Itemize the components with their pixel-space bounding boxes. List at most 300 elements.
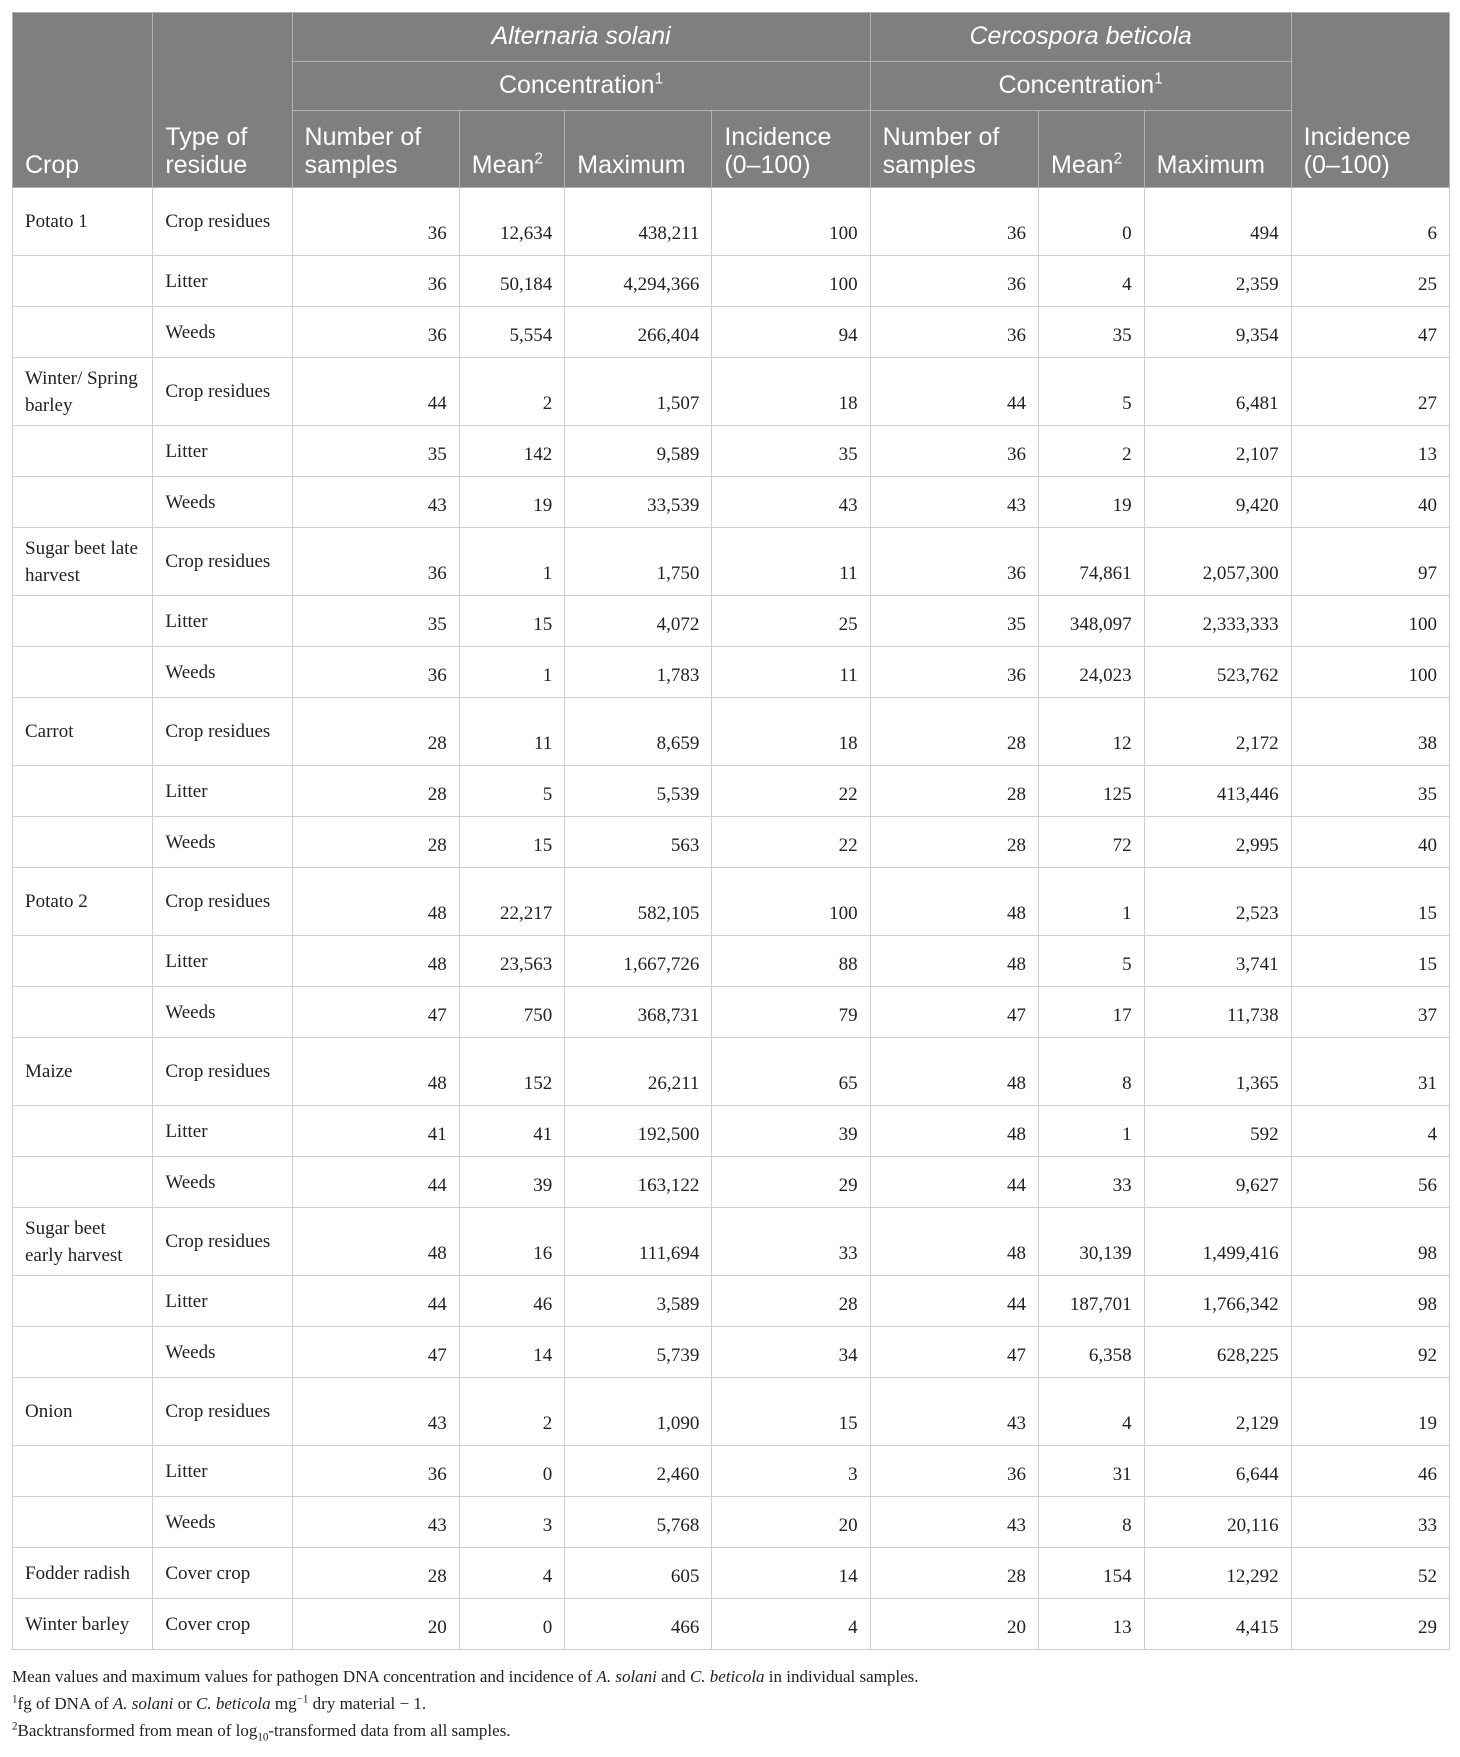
a-mean-cell: 5 — [459, 766, 565, 817]
header-concentration-a — [292, 62, 870, 111]
header-mean-b — [1039, 111, 1145, 188]
table-row — [13, 647, 1450, 698]
crop-cell — [13, 1327, 153, 1378]
footnote-text: and — [656, 1667, 690, 1686]
crop-cell — [13, 1157, 153, 1208]
b-mean-cell: 13 — [1039, 1599, 1145, 1650]
a-incidence-cell: 25 — [712, 596, 870, 647]
a-incidence-cell: 33 — [712, 1208, 870, 1276]
b-mean-cell: 72 — [1039, 817, 1145, 868]
a-incidence-cell: 11 — [712, 647, 870, 698]
footnote-text: fg of DNA of — [17, 1694, 113, 1713]
footnote-caption — [12, 1663, 1450, 1690]
a-samples-cell: 48 — [292, 1038, 459, 1106]
residue-cell: Litter — [153, 426, 292, 477]
b-mean-cell: 8 — [1039, 1497, 1145, 1548]
b-samples-cell: 36 — [870, 647, 1038, 698]
a-mean-cell: 142 — [459, 426, 565, 477]
a-maximum-cell: 5,539 — [565, 766, 712, 817]
a-incidence-cell: 18 — [712, 358, 870, 426]
b-mean-cell: 1 — [1039, 1106, 1145, 1157]
b-samples-cell: 35 — [870, 596, 1038, 647]
residue-cell: Weeds — [153, 1497, 292, 1548]
residue-cell: Cover crop — [153, 1548, 292, 1599]
table-row — [13, 1038, 1450, 1106]
b-maximum-cell: 2,057,300 — [1144, 528, 1291, 596]
a-samples-cell: 47 — [292, 987, 459, 1038]
footnote-marker: 2 — [12, 1720, 18, 1733]
a-maximum-cell: 582,105 — [565, 868, 712, 936]
crop-cell — [13, 307, 153, 358]
a-mean-cell: 1 — [459, 528, 565, 596]
crop-cell — [13, 1497, 153, 1548]
a-mean-cell: 39 — [459, 1157, 565, 1208]
b-incidence-cell: 40 — [1291, 477, 1449, 528]
a-maximum-cell: 5,739 — [565, 1327, 712, 1378]
a-maximum-cell: 1,750 — [565, 528, 712, 596]
residue-cell: Weeds — [153, 817, 292, 868]
a-samples-cell: 48 — [292, 868, 459, 936]
a-samples-cell: 36 — [292, 307, 459, 358]
a-maximum-cell: 192,500 — [565, 1106, 712, 1157]
b-mean-cell: 31 — [1039, 1446, 1145, 1497]
crop-cell — [13, 647, 153, 698]
crop-cell: Fodder radish — [13, 1548, 153, 1599]
residue-cell: Litter — [153, 766, 292, 817]
crop-cell: Maize — [13, 1038, 153, 1106]
a-maximum-cell: 9,589 — [565, 426, 712, 477]
crop-cell — [13, 1106, 153, 1157]
table-row — [13, 1497, 1450, 1548]
table-row — [13, 1106, 1450, 1157]
b-incidence-cell: 29 — [1291, 1599, 1449, 1650]
crop-cell — [13, 477, 153, 528]
b-samples-cell: 28 — [870, 766, 1038, 817]
a-incidence-cell: 3 — [712, 1446, 870, 1497]
b-samples-cell: 36 — [870, 426, 1038, 477]
a-maximum-cell: 1,667,726 — [565, 936, 712, 987]
a-samples-cell: 36 — [292, 1446, 459, 1497]
footnote-marker: 2 — [534, 150, 543, 168]
a-samples-cell: 35 — [292, 426, 459, 477]
a-samples-cell: 20 — [292, 1599, 459, 1650]
header-mean-a — [459, 111, 565, 188]
b-mean-cell: 5 — [1039, 936, 1145, 987]
a-mean-cell: 12,634 — [459, 188, 565, 256]
residue-cell: Litter — [153, 596, 292, 647]
table-row — [13, 766, 1450, 817]
b-mean-cell: 0 — [1039, 188, 1145, 256]
b-mean-cell: 348,097 — [1039, 596, 1145, 647]
b-maximum-cell: 2,359 — [1144, 256, 1291, 307]
b-maximum-cell: 413,446 — [1144, 766, 1291, 817]
a-samples-cell: 28 — [292, 766, 459, 817]
residue-cell: Crop residues — [153, 698, 292, 766]
residue-cell: Weeds — [153, 307, 292, 358]
b-incidence-cell: 15 — [1291, 868, 1449, 936]
a-mean-cell: 15 — [459, 817, 565, 868]
b-incidence-cell: 4 — [1291, 1106, 1449, 1157]
b-samples-cell: 28 — [870, 698, 1038, 766]
a-maximum-cell: 163,122 — [565, 1157, 712, 1208]
a-samples-cell: 28 — [292, 817, 459, 868]
residue-cell: Crop residues — [153, 868, 292, 936]
crop-cell: Carrot — [13, 698, 153, 766]
footnote-text: dry material − 1. — [308, 1694, 427, 1713]
crop-cell — [13, 987, 153, 1038]
table-row — [13, 1276, 1450, 1327]
table-row — [13, 987, 1450, 1038]
table-row — [13, 188, 1450, 256]
residue-cell: Litter — [153, 1276, 292, 1327]
crop-cell: Onion — [13, 1378, 153, 1446]
b-maximum-cell: 20,116 — [1144, 1497, 1291, 1548]
table-header — [13, 13, 1450, 188]
a-maximum-cell: 2,460 — [565, 1446, 712, 1497]
header-species-a: Alternaria solani — [292, 13, 870, 62]
a-incidence-cell: 11 — [712, 528, 870, 596]
a-mean-cell: 0 — [459, 1446, 565, 1497]
b-maximum-cell: 4,415 — [1144, 1599, 1291, 1650]
a-mean-cell: 41 — [459, 1106, 565, 1157]
a-maximum-cell: 438,211 — [565, 188, 712, 256]
b-mean-cell: 6,358 — [1039, 1327, 1145, 1378]
b-mean-cell: 8 — [1039, 1038, 1145, 1106]
header-species-b: Cercospora beticola — [870, 13, 1291, 62]
b-samples-cell: 43 — [870, 477, 1038, 528]
table-footnotes — [12, 1663, 1450, 1744]
b-maximum-cell: 592 — [1144, 1106, 1291, 1157]
b-mean-cell: 33 — [1039, 1157, 1145, 1208]
b-maximum-cell: 2,995 — [1144, 817, 1291, 868]
a-samples-cell: 48 — [292, 936, 459, 987]
b-samples-cell: 47 — [870, 1327, 1038, 1378]
b-maximum-cell: 523,762 — [1144, 647, 1291, 698]
b-samples-cell: 20 — [870, 1599, 1038, 1650]
a-incidence-cell: 79 — [712, 987, 870, 1038]
residue-cell: Weeds — [153, 477, 292, 528]
header-concentration-b — [870, 62, 1291, 111]
b-samples-cell: 36 — [870, 188, 1038, 256]
b-maximum-cell: 3,741 — [1144, 936, 1291, 987]
b-mean-cell: 125 — [1039, 766, 1145, 817]
a-samples-cell: 44 — [292, 358, 459, 426]
a-mean-cell: 152 — [459, 1038, 565, 1106]
footnote-marker: 2 — [1113, 150, 1123, 168]
a-samples-cell: 44 — [292, 1276, 459, 1327]
residue-cell: Crop residues — [153, 1038, 292, 1106]
residue-cell: Crop residues — [153, 1208, 292, 1276]
concentration-label: Concentration — [498, 71, 655, 99]
header-number-of-samples-a: Number of samples — [292, 111, 459, 188]
b-incidence-cell: 19 — [1291, 1378, 1449, 1446]
b-maximum-cell: 2,172 — [1144, 698, 1291, 766]
footnote-text: -transformed data from all samples. — [268, 1721, 511, 1740]
mean-label: Mean — [471, 151, 535, 179]
footnote-marker: 1 — [654, 70, 664, 88]
a-incidence-cell: 100 — [712, 868, 870, 936]
footnote-text: Mean values and maximum values for pathogen DNA concentration and incidence of — [12, 1667, 597, 1686]
residue-cell: Crop residues — [153, 1378, 292, 1446]
b-samples-cell: 48 — [870, 1106, 1038, 1157]
table-row — [13, 1599, 1450, 1650]
a-maximum-cell: 4,294,366 — [565, 256, 712, 307]
b-mean-cell: 5 — [1039, 358, 1145, 426]
a-incidence-cell: 18 — [712, 698, 870, 766]
b-samples-cell: 36 — [870, 256, 1038, 307]
table-row — [13, 307, 1450, 358]
a-samples-cell: 36 — [292, 528, 459, 596]
a-maximum-cell: 1,090 — [565, 1378, 712, 1446]
crop-cell: Sugar beet early harvest — [13, 1208, 153, 1276]
table-row — [13, 1327, 1450, 1378]
a-incidence-cell: 100 — [712, 256, 870, 307]
header-number-of-samples-b: Number of samples — [870, 111, 1038, 188]
b-samples-cell: 48 — [870, 1038, 1038, 1106]
a-mean-cell: 5,554 — [459, 307, 565, 358]
footnote-text: mg — [270, 1694, 297, 1713]
b-maximum-cell: 9,627 — [1144, 1157, 1291, 1208]
residue-cell: Weeds — [153, 987, 292, 1038]
footnote-species: C. beticola — [196, 1694, 271, 1713]
residue-cell: Crop residues — [153, 528, 292, 596]
a-incidence-cell: 35 — [712, 426, 870, 477]
b-incidence-cell: 37 — [1291, 987, 1449, 1038]
footnote-exponent: −1 — [296, 1693, 309, 1706]
b-maximum-cell: 6,481 — [1144, 358, 1291, 426]
crop-cell — [13, 1446, 153, 1497]
header-crop: Crop — [13, 13, 153, 188]
a-mean-cell: 11 — [459, 698, 565, 766]
a-incidence-cell: 22 — [712, 766, 870, 817]
b-incidence-cell: 33 — [1291, 1497, 1449, 1548]
a-maximum-cell: 563 — [565, 817, 712, 868]
b-samples-cell: 28 — [870, 1548, 1038, 1599]
b-maximum-cell: 12,292 — [1144, 1548, 1291, 1599]
a-mean-cell: 1 — [459, 647, 565, 698]
a-maximum-cell: 1,783 — [565, 647, 712, 698]
residue-cell: Weeds — [153, 1157, 292, 1208]
table-row — [13, 868, 1450, 936]
table-row — [13, 426, 1450, 477]
b-mean-cell: 187,701 — [1039, 1276, 1145, 1327]
b-maximum-cell: 2,333,333 — [1144, 596, 1291, 647]
a-incidence-cell: 65 — [712, 1038, 870, 1106]
b-incidence-cell: 92 — [1291, 1327, 1449, 1378]
b-samples-cell: 44 — [870, 358, 1038, 426]
b-maximum-cell: 9,420 — [1144, 477, 1291, 528]
crop-cell: Potato 1 — [13, 188, 153, 256]
table-row — [13, 596, 1450, 647]
footnote-species: A. solani — [112, 1694, 174, 1713]
a-samples-cell: 41 — [292, 1106, 459, 1157]
b-incidence-cell: 46 — [1291, 1446, 1449, 1497]
crop-cell — [13, 1276, 153, 1327]
a-mean-cell: 750 — [459, 987, 565, 1038]
a-samples-cell: 43 — [292, 477, 459, 528]
b-incidence-cell: 40 — [1291, 817, 1449, 868]
a-incidence-cell: 15 — [712, 1378, 870, 1446]
a-incidence-cell: 29 — [712, 1157, 870, 1208]
residue-cell: Litter — [153, 936, 292, 987]
a-maximum-cell: 111,694 — [565, 1208, 712, 1276]
b-incidence-cell: 98 — [1291, 1208, 1449, 1276]
b-incidence-cell: 47 — [1291, 307, 1449, 358]
header-maximum-b: Maximum — [1144, 111, 1291, 188]
header-maximum-a: Maximum — [565, 111, 712, 188]
a-maximum-cell: 4,072 — [565, 596, 712, 647]
a-incidence-cell: 4 — [712, 1599, 870, 1650]
residue-cell: Litter — [153, 1446, 292, 1497]
a-incidence-cell: 39 — [712, 1106, 870, 1157]
a-incidence-cell: 14 — [712, 1548, 870, 1599]
b-samples-cell: 48 — [870, 936, 1038, 987]
a-incidence-cell: 34 — [712, 1327, 870, 1378]
crop-cell — [13, 936, 153, 987]
a-maximum-cell: 3,589 — [565, 1276, 712, 1327]
crop-cell — [13, 766, 153, 817]
a-incidence-cell: 28 — [712, 1276, 870, 1327]
b-maximum-cell: 6,644 — [1144, 1446, 1291, 1497]
a-maximum-cell: 8,659 — [565, 698, 712, 766]
b-samples-cell: 36 — [870, 1446, 1038, 1497]
table-row — [13, 936, 1450, 987]
footnote-text: in individual samples. — [764, 1667, 919, 1686]
a-incidence-cell: 88 — [712, 936, 870, 987]
a-maximum-cell: 605 — [565, 1548, 712, 1599]
residue-cell: Weeds — [153, 1327, 292, 1378]
b-mean-cell: 24,023 — [1039, 647, 1145, 698]
a-mean-cell: 16 — [459, 1208, 565, 1276]
a-samples-cell: 35 — [292, 596, 459, 647]
b-samples-cell: 36 — [870, 528, 1038, 596]
residue-cell: Litter — [153, 256, 292, 307]
residue-cell: Crop residues — [153, 358, 292, 426]
footnote-subscript: 10 — [257, 1731, 269, 1744]
footnote-species: A. solani — [596, 1667, 657, 1686]
b-maximum-cell: 1,365 — [1144, 1038, 1291, 1106]
b-incidence-cell: 25 — [1291, 256, 1449, 307]
b-mean-cell: 12 — [1039, 698, 1145, 766]
crop-cell — [13, 817, 153, 868]
a-maximum-cell: 266,404 — [565, 307, 712, 358]
b-samples-cell: 48 — [870, 1208, 1038, 1276]
table-row — [13, 528, 1450, 596]
b-incidence-cell: 35 — [1291, 766, 1449, 817]
footnote-1 — [12, 1690, 1450, 1717]
b-mean-cell: 30,139 — [1039, 1208, 1145, 1276]
table-row — [13, 256, 1450, 307]
a-incidence-cell: 94 — [712, 307, 870, 358]
a-incidence-cell: 43 — [712, 477, 870, 528]
crop-cell — [13, 596, 153, 647]
mean-label: Mean — [1051, 151, 1114, 179]
residue-cell: Litter — [153, 1106, 292, 1157]
b-samples-cell: 28 — [870, 817, 1038, 868]
table-container — [12, 12, 1450, 1650]
b-mean-cell: 19 — [1039, 477, 1145, 528]
b-mean-cell: 74,861 — [1039, 528, 1145, 596]
table-row — [13, 1446, 1450, 1497]
a-maximum-cell: 33,539 — [565, 477, 712, 528]
a-incidence-cell: 20 — [712, 1497, 870, 1548]
table-row — [13, 817, 1450, 868]
b-mean-cell: 1 — [1039, 868, 1145, 936]
header-incidence-b: Incidence (0–100) — [1291, 13, 1449, 188]
b-maximum-cell: 2,107 — [1144, 426, 1291, 477]
b-maximum-cell: 2,523 — [1144, 868, 1291, 936]
b-incidence-cell: 52 — [1291, 1548, 1449, 1599]
a-samples-cell: 43 — [292, 1378, 459, 1446]
table-body — [13, 188, 1450, 1650]
footnote-2 — [12, 1717, 1450, 1744]
b-incidence-cell: 100 — [1291, 596, 1449, 647]
b-incidence-cell: 13 — [1291, 426, 1449, 477]
a-mean-cell: 3 — [459, 1497, 565, 1548]
a-mean-cell: 23,563 — [459, 936, 565, 987]
b-maximum-cell: 628,225 — [1144, 1327, 1291, 1378]
a-samples-cell: 28 — [292, 698, 459, 766]
b-samples-cell: 44 — [870, 1157, 1038, 1208]
table-row — [13, 1208, 1450, 1276]
b-maximum-cell: 9,354 — [1144, 307, 1291, 358]
table-row — [13, 1378, 1450, 1446]
b-mean-cell: 4 — [1039, 256, 1145, 307]
a-mean-cell: 46 — [459, 1276, 565, 1327]
crop-cell: Winter/ Spring barley — [13, 358, 153, 426]
table-row — [13, 477, 1450, 528]
header-incidence-a: Incidence (0–100) — [712, 111, 870, 188]
a-samples-cell: 36 — [292, 256, 459, 307]
table-row — [13, 358, 1450, 426]
table-row — [13, 698, 1450, 766]
b-mean-cell: 154 — [1039, 1548, 1145, 1599]
crop-cell — [13, 256, 153, 307]
b-samples-cell: 43 — [870, 1497, 1038, 1548]
b-incidence-cell: 31 — [1291, 1038, 1449, 1106]
residue-cell: Weeds — [153, 647, 292, 698]
footnote-marker: 1 — [1154, 70, 1163, 88]
b-maximum-cell: 2,129 — [1144, 1378, 1291, 1446]
footnote-text: Backtransformed from mean of log — [17, 1721, 258, 1740]
footnote-text: or — [173, 1694, 197, 1713]
b-maximum-cell: 1,766,342 — [1144, 1276, 1291, 1327]
a-samples-cell: 43 — [292, 1497, 459, 1548]
a-samples-cell: 48 — [292, 1208, 459, 1276]
b-samples-cell: 36 — [870, 307, 1038, 358]
b-mean-cell: 4 — [1039, 1378, 1145, 1446]
a-samples-cell: 36 — [292, 647, 459, 698]
b-incidence-cell: 56 — [1291, 1157, 1449, 1208]
a-samples-cell: 44 — [292, 1157, 459, 1208]
a-maximum-cell: 1,507 — [565, 358, 712, 426]
a-maximum-cell: 368,731 — [565, 987, 712, 1038]
a-mean-cell: 19 — [459, 477, 565, 528]
b-incidence-cell: 38 — [1291, 698, 1449, 766]
b-incidence-cell: 6 — [1291, 188, 1449, 256]
b-incidence-cell: 97 — [1291, 528, 1449, 596]
a-mean-cell: 22,217 — [459, 868, 565, 936]
b-samples-cell: 44 — [870, 1276, 1038, 1327]
table-row — [13, 1548, 1450, 1599]
footnote-marker: 1 — [12, 1693, 18, 1706]
crop-cell: Potato 2 — [13, 868, 153, 936]
a-mean-cell: 2 — [459, 1378, 565, 1446]
b-samples-cell: 43 — [870, 1378, 1038, 1446]
a-incidence-cell: 22 — [712, 817, 870, 868]
a-mean-cell: 0 — [459, 1599, 565, 1650]
a-maximum-cell: 26,211 — [565, 1038, 712, 1106]
